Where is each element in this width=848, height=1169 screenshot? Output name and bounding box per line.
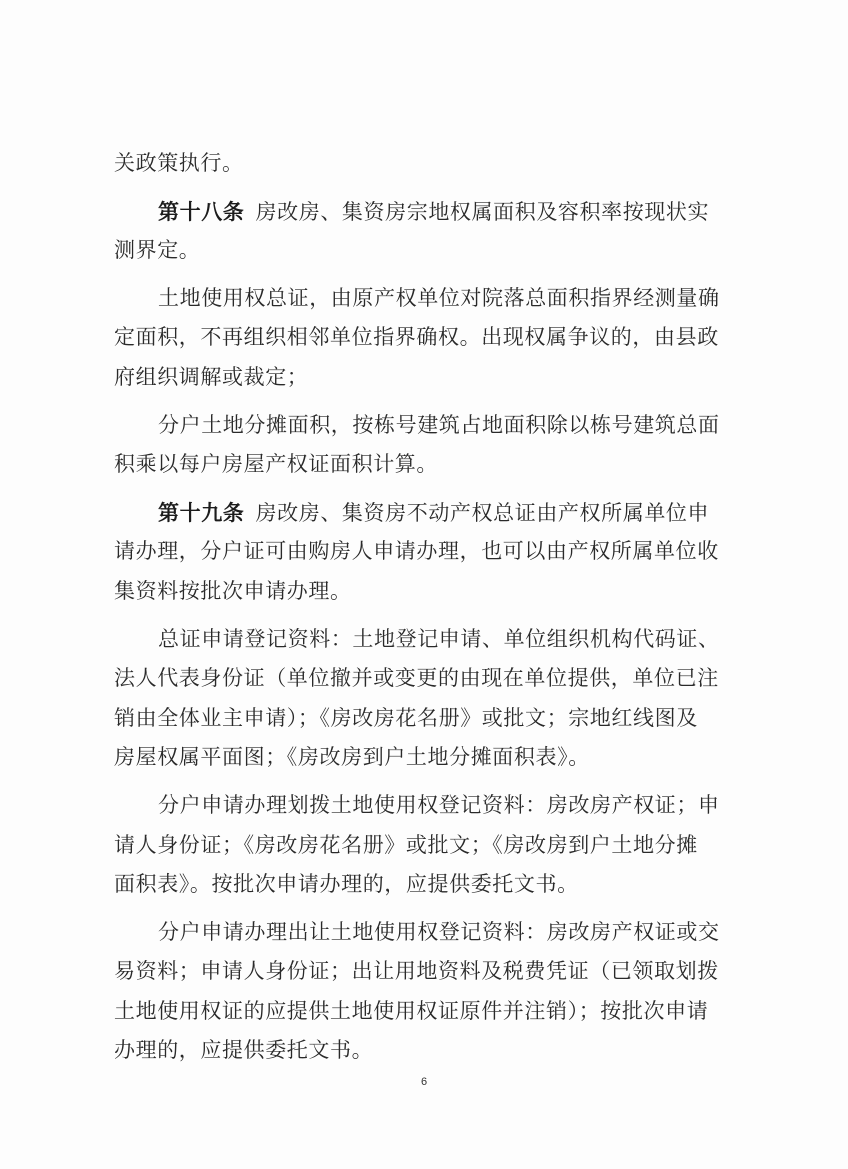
text-line: 请人身份证；《房改房花名册》或批文；《房改房到户土地分摊 <box>114 832 698 857</box>
article-18-line <box>114 192 736 232</box>
text-line: 总证申请登记资料：土地登记申请、单位组织机构代码证、 <box>158 626 720 651</box>
text-line: 土地使用权证的应提供土地使用权证原件并注销）；按批次申请 <box>114 998 709 1023</box>
text-line: 分户申请办理出让土地使用权登记资料：房改房产权证或交 <box>158 919 720 944</box>
article-19-line <box>114 493 736 533</box>
text-line: 易资料；申请人身份证；出让用地资料及税费凭证（已领取划拨 <box>114 959 719 984</box>
text-line: 面积表》。按批次申请办理的，应提供委托文书。 <box>114 872 579 897</box>
article-19-text: 房改房、集资房不动产权总证由产权所属单位申 <box>255 500 710 525</box>
page-number: 6 <box>420 1076 428 1088</box>
text-line: 请办理，分户证可由购房人申请办理，也可以由产权所属单位收 <box>114 539 719 564</box>
article-18-heading: 第十八条 <box>158 198 245 224</box>
text-line: 销由全体业主申请）；《房改房花名册》或批文；宗地红线图及 <box>114 705 698 730</box>
text-line: 分户土地分摊面积，按栋号建筑占地面积除以栋号建筑总面 <box>158 412 720 437</box>
article-19-heading: 第十九条 <box>158 499 245 525</box>
text-line: 关政策执行。 <box>114 151 244 175</box>
text-line: 测界定。 <box>114 238 201 263</box>
document-body <box>114 144 736 1071</box>
text-line: 土地使用权总证，由原产权单位对院落总面积指界经测量确 <box>158 285 720 310</box>
text-line: 府组织调解或裁定； <box>114 364 309 389</box>
text-line: 房屋权属平面图；《房改房到户土地分摊面积表》。 <box>114 745 590 770</box>
text-line: 法人代表身份证（单位撤并或变更的由现在单位提供，单位已注 <box>114 666 719 691</box>
text-line: 集资料按批次申请办理。 <box>114 578 352 603</box>
text-line: 分户申请办理划拨土地使用权登记资料：房改房产权证；申 <box>158 792 720 817</box>
text-line: 办理的，应提供委托文书。 <box>114 1038 374 1063</box>
article-18-text: 房改房、集资房宗地权属面积及容积率按现状实 <box>255 199 710 224</box>
text-line: 定面积，不再组织相邻单位指界确权。出现权属争议的，由县政 <box>114 325 719 350</box>
text-line: 积乘以每户房屋产权证面积计算。 <box>114 452 438 477</box>
